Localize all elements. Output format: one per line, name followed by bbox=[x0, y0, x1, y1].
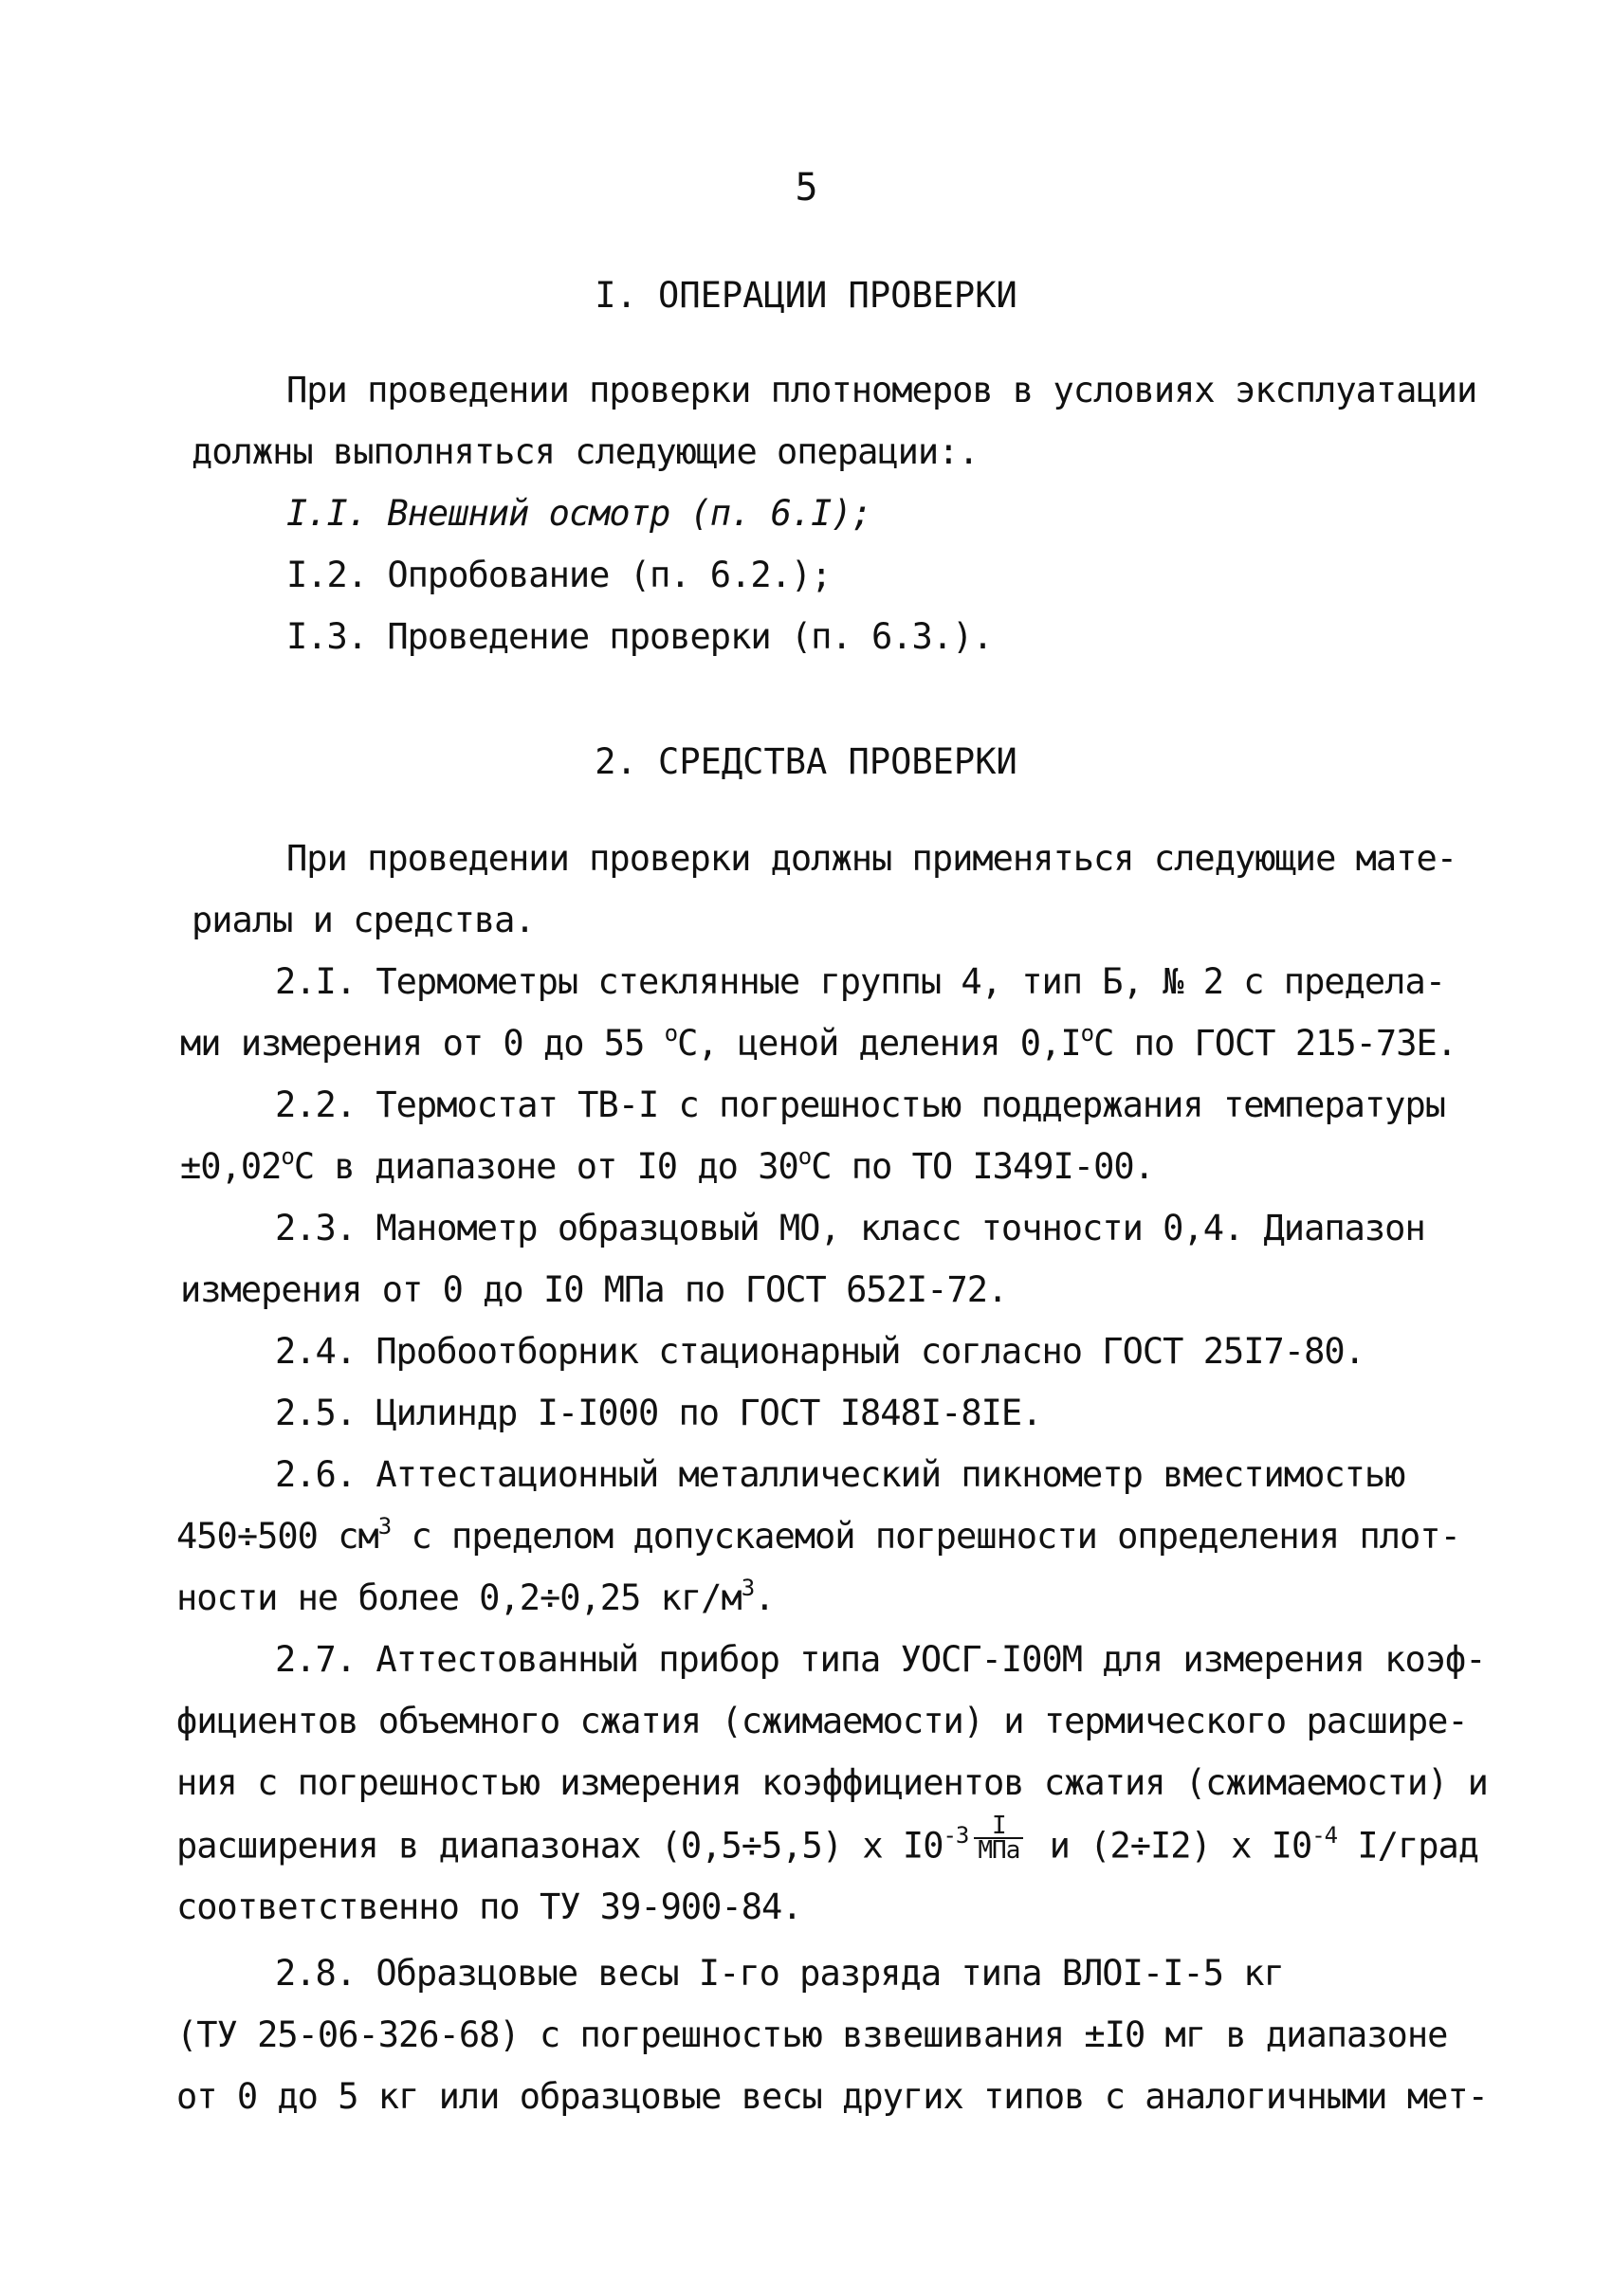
fraction-per-mpa: $\frac{I}{\text{МПа}}$ bbox=[974, 1814, 1023, 1862]
list-item-1-1: I.I. Внешний осмотр (п. 6.I); bbox=[286, 493, 872, 534]
item-2-3-line-2: измерения от 0 до I0 МПа по ГОСТ 652I-72. bbox=[180, 1269, 1008, 1310]
item-2-7-line-3: ния с погрешностью измерения коэффициентов сжатия (сжимаемости) и bbox=[176, 1762, 1488, 1803]
item-2-6-line-2: 450÷500 $см^3$ с пределом допускаемой погрешности определения плот- bbox=[176, 1512, 1460, 1557]
item-2-5: 2.5. Цилиндр I-I000 по ГОСТ I848I-8IЕ. bbox=[275, 1393, 1042, 1433]
item-2-7-line-1: 2.7. Аттестованный прибор типа УОСГ-I00М для измерения коэф- bbox=[275, 1639, 1486, 1680]
section-1-intro-line-1: При проведении проверки плотномеров в условиях эксплуатации bbox=[286, 370, 1477, 410]
item-2-7-line-2: фициентов объемного сжатия (сжимаемости) и термического расшире- bbox=[176, 1701, 1468, 1741]
item-2-6-line-3: ности не более 0,2÷0,25 $кг/м^3$. bbox=[176, 1574, 775, 1618]
item-2-7-line-4: расширения в диапазонах (0,5÷5,5) х $I0^{-3}$ $\frac{I}{\text{МПа}}$ и (2÷I2) х $I0^{-4}$ I/град bbox=[176, 1812, 1479, 1867]
list-item-1-2: I.2. Опробование (п. 6.2.); bbox=[286, 555, 832, 595]
section-2-heading: 2. СРЕДСТВА ПРОВЕРКИ bbox=[595, 741, 1017, 782]
item-2-4: 2.4. Пробоотборник стационарный согласно ГОСТ 25I7-80. bbox=[275, 1331, 1365, 1372]
section-2-intro-line-1: При проведении проверки должны применяться следующие мате- bbox=[286, 838, 1457, 879]
list-item-1-3: I.3. Проведение проверки (п. 6.3.). bbox=[286, 616, 993, 657]
item-2-6-line-1: 2.6. Аттестационный металлический пикнометр вместимостью bbox=[275, 1454, 1405, 1495]
item-2-7-line-5: соответственно по ТУ 39-900-84. bbox=[176, 1886, 802, 1927]
item-2-3-line-1: 2.3. Манометр образцовый МО, класс точности 0,4. Диапазон bbox=[275, 1208, 1425, 1248]
item-2-2-line-2: $\pm 0,02^оС$ в диапазоне от I0 до $30^оС$ по ТО I349I-00. bbox=[180, 1142, 1154, 1187]
item-2-8-line-2: (ТУ 25-06-326-68) с погрешностью взвешивания ±I0 мг в диапазоне bbox=[176, 2014, 1448, 2055]
section-1-intro-line-2: должны выполняться следующие операции:. bbox=[192, 431, 979, 472]
page-number: 5 bbox=[795, 166, 817, 210]
item-2-8-line-3: от 0 до 5 кг или образцовые весы других типов с аналогичными мет- bbox=[176, 2076, 1488, 2117]
item-2-1-line-1: 2.I. Термометры стеклянные группы 4, тип Б, № 2 с предела- bbox=[275, 961, 1446, 1002]
section-1-heading: I. ОПЕРАЦИИ ПРОВЕРКИ bbox=[595, 275, 1017, 316]
section-2-intro-line-2: риалы и средства. bbox=[192, 900, 535, 940]
item-2-8-line-1: 2.8. Образцовые весы I-го разряда типа ВЛОI-I-5 кг bbox=[275, 1953, 1284, 1994]
item-2-1-line-2: ми измерения от 0 до 55 $^о$С, ценой деления $0,I^оС$ по ГОСТ 215-73Е. bbox=[180, 1019, 1457, 1064]
item-2-2-line-1: 2.2. Термостат ТВ-I с погрешностью поддержания температуры bbox=[275, 1084, 1446, 1125]
